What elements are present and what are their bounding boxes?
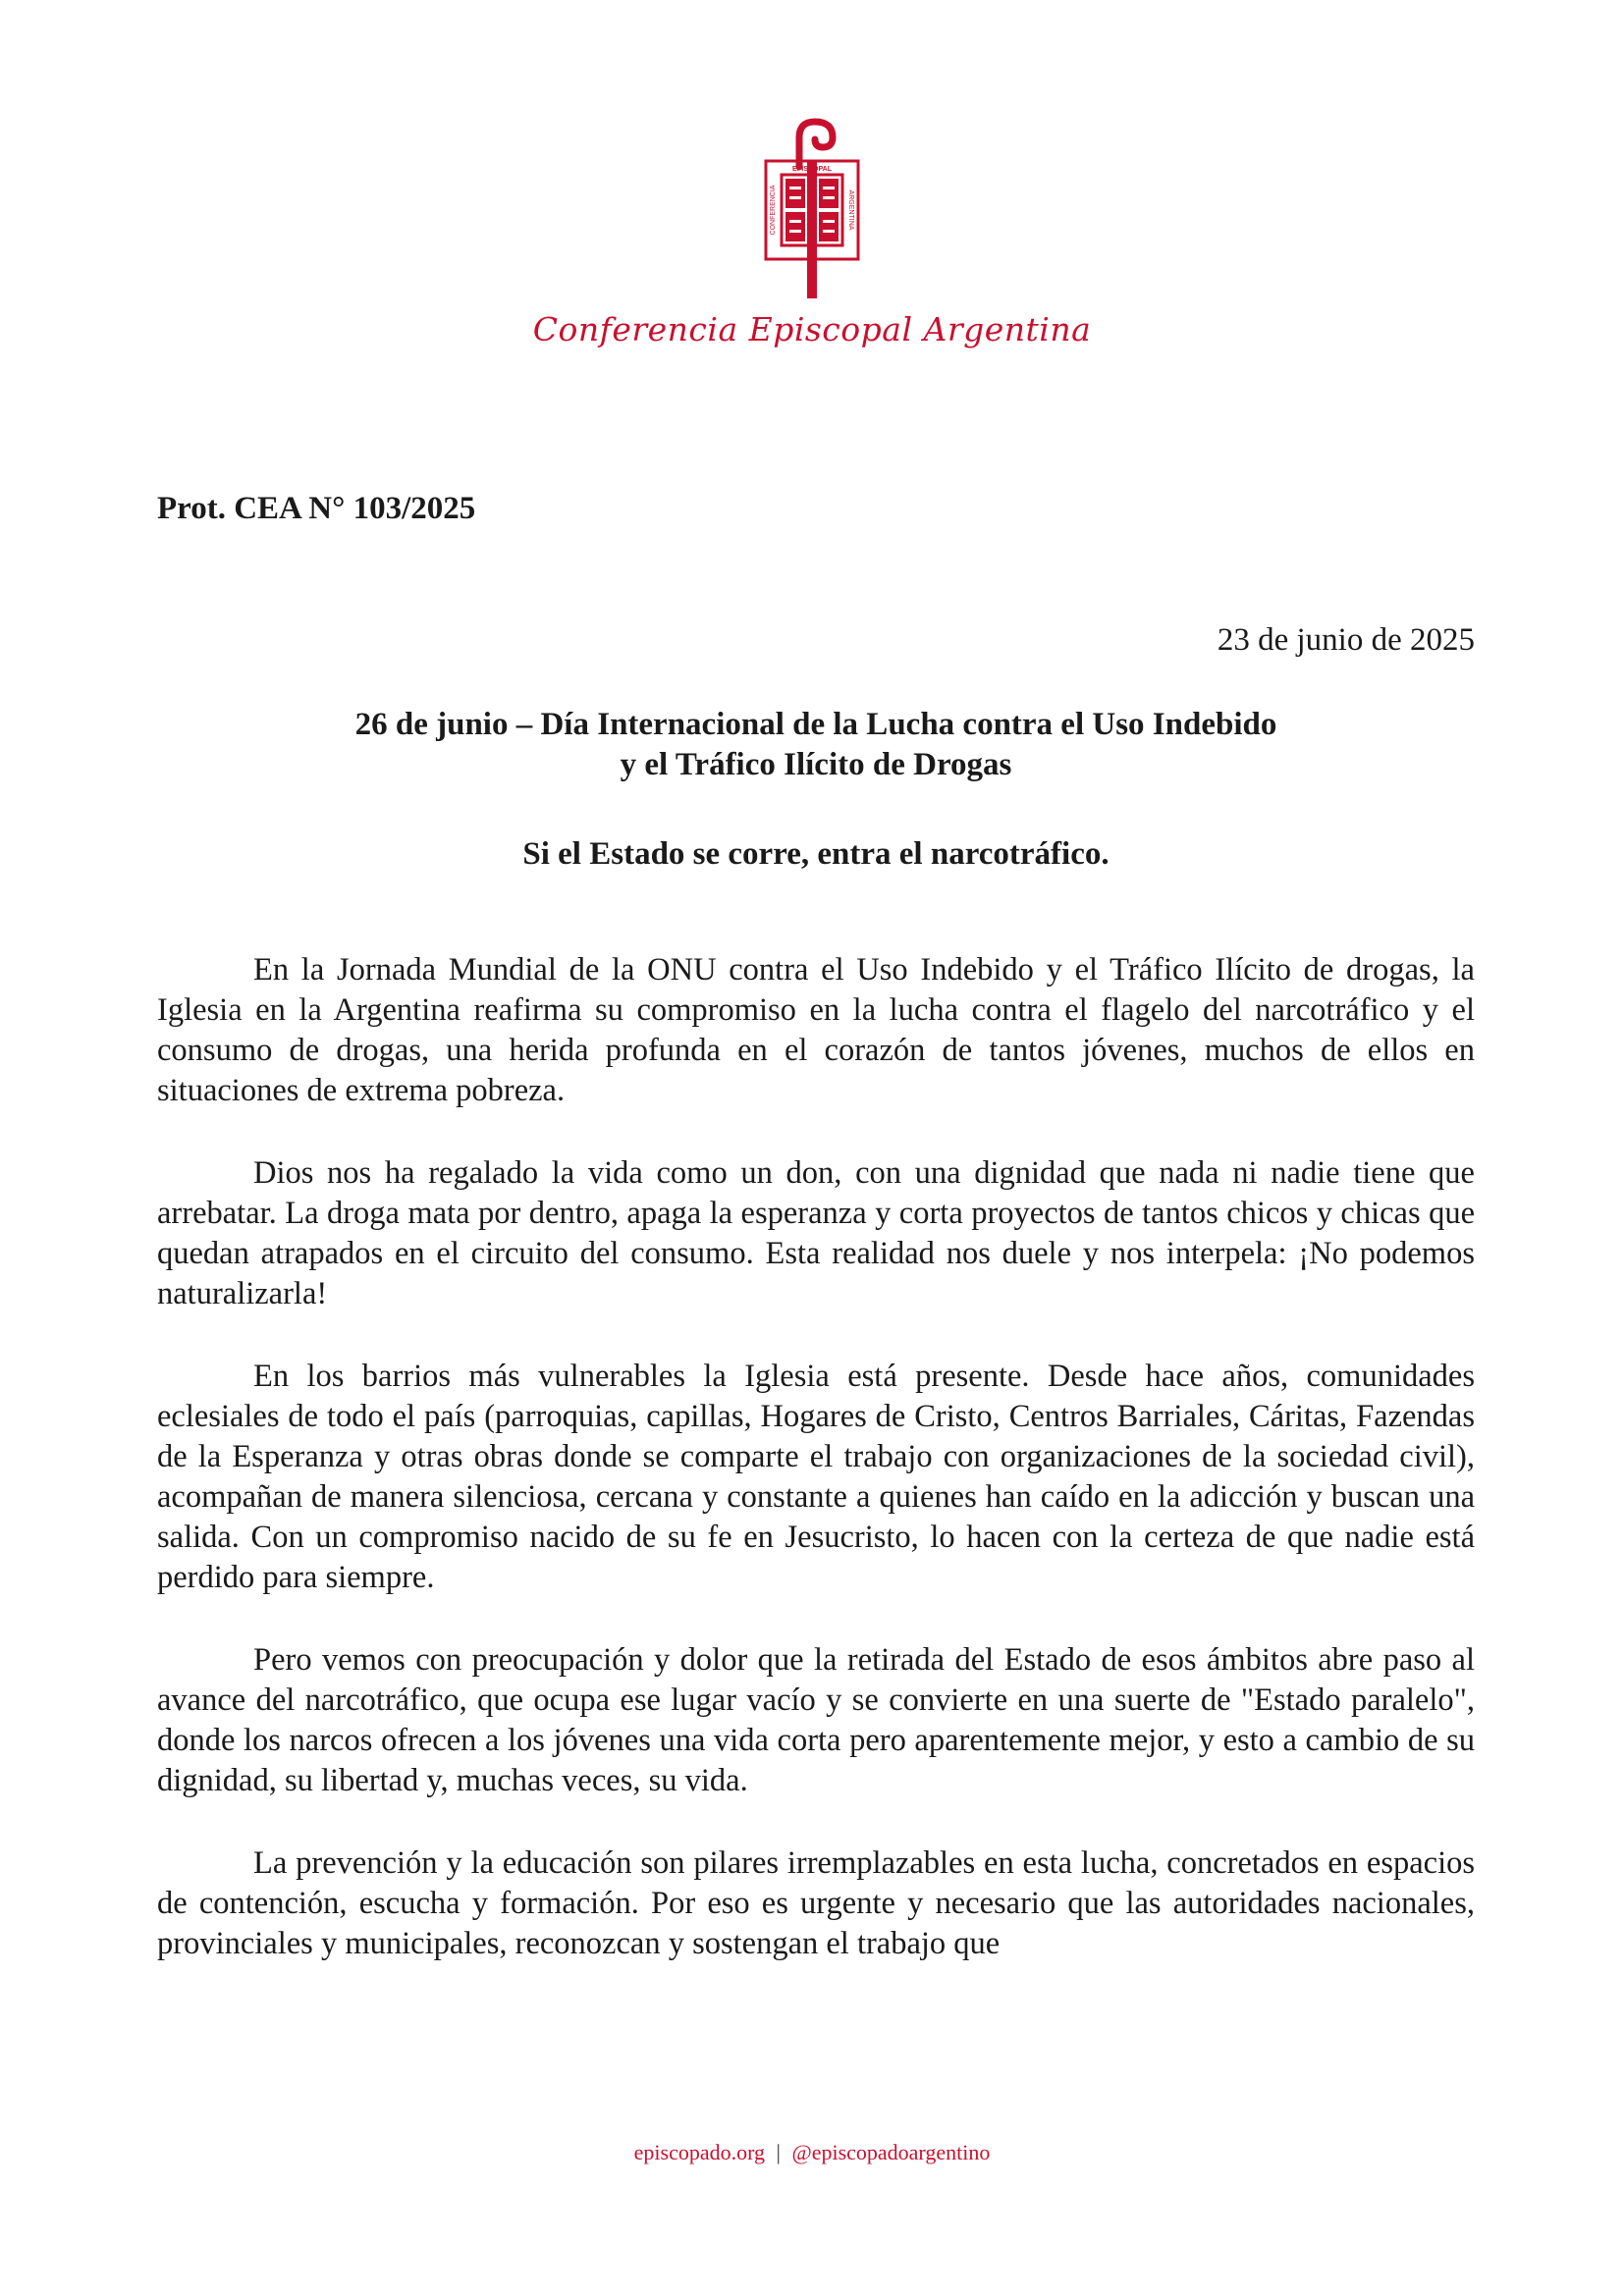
body-paragraph: La prevención y la educación son pilares irremplazables en esta lucha, concretados en espacios de contención, escucha y formación. Por eso es urgente y necesario que las autoridades nacionales, provinciales y municipales, reconozcan y sostengan el trabajo que [157,1845,1475,1961]
organization-name: Conferencia Episcopal Argentina [532,310,1092,348]
footer-social-handle-link[interactable]: @episcopadoargentino [791,2140,991,2164]
document-body [157,950,1475,2006]
logo-left-text: CONFERENCIA [770,185,777,236]
crozier-shield-icon [748,118,876,304]
document-title [157,705,1475,785]
footer-website-link[interactable]: episcopado.org [633,2140,766,2164]
protocol-number: Prot. CEA N° 103/2025 [157,491,476,526]
title-line-1: 26 de junio – Día Internacional de la Lucha contra el Uso Indebido [354,707,1277,742]
body-paragraph: En la Jornada Mundial de la ONU contra el Uso Indebido y el Tráfico Ilícito de drogas, la Iglesia en la Argentina reafirma su compromiso en la lucha contra el flagelo del narcotráfico y el consumo de drogas, una herida profunda en el corazón de tantos jóvenes, muchos de ellos en situaciones de extrema pobreza. [157,952,1475,1108]
logo-right-text: ARGENTINA [847,189,854,231]
page-footer [0,2140,1624,2165]
body-paragraph: Dios nos ha regalado la vida como un don, con una dignidad que nada ni nadie tiene que arrebatar. La droga mata por dentro, apaga la esperanza y corta proyectos de tantos chicos y chicas que quedan atrapados en el circuito del consumo. Esta realidad nos duele y nos interpela: ¡No podemos naturalizarla! [157,1155,1475,1311]
document-date: 23 de junio de 2025 [1217,622,1475,658]
footer-separator: | [776,2140,781,2164]
document-subtitle: Si el Estado se corre, entra el narcotráfico. [522,836,1110,872]
logo-top-text: EPISCOPAL [792,166,832,173]
body-paragraph: En los barrios más vulnerables la Iglesia está presente. Desde hace años, comunidades eclesiales de todo el país (parroquias, capillas, Hogares de Cristo, Centros Barriales, Cáritas, Fazendas de la Esperanza y otras obras donde se comparte el trabajo con organizaciones de la sociedad civil), acompañan de manera silenciosa, cercana y constante a quienes han caído en la adicción y buscan una salida. Con un compromiso nacido de su fe en Jesucristo, lo hacen con la certeza de que nadie está perdido para siempre. [157,1359,1475,1595]
episcopal-conference-logo-icon [748,118,876,304]
title-line-2: y el Tráfico Ilícito de Drogas [620,747,1012,782]
body-paragraph: Pero vemos con preocupación y dolor que la retirada del Estado de esos ámbitos abre paso al avance del narcotráfico, que ocupa ese lugar vacío y se convierte en una suerte de "Estado paralelo", donde los narcos ofrecen a los jóvenes una vida corta pero aparentemente mejor, y esto a cambio de su dignidad, su libertad y, muchas veces, su vida. [157,1642,1475,1798]
